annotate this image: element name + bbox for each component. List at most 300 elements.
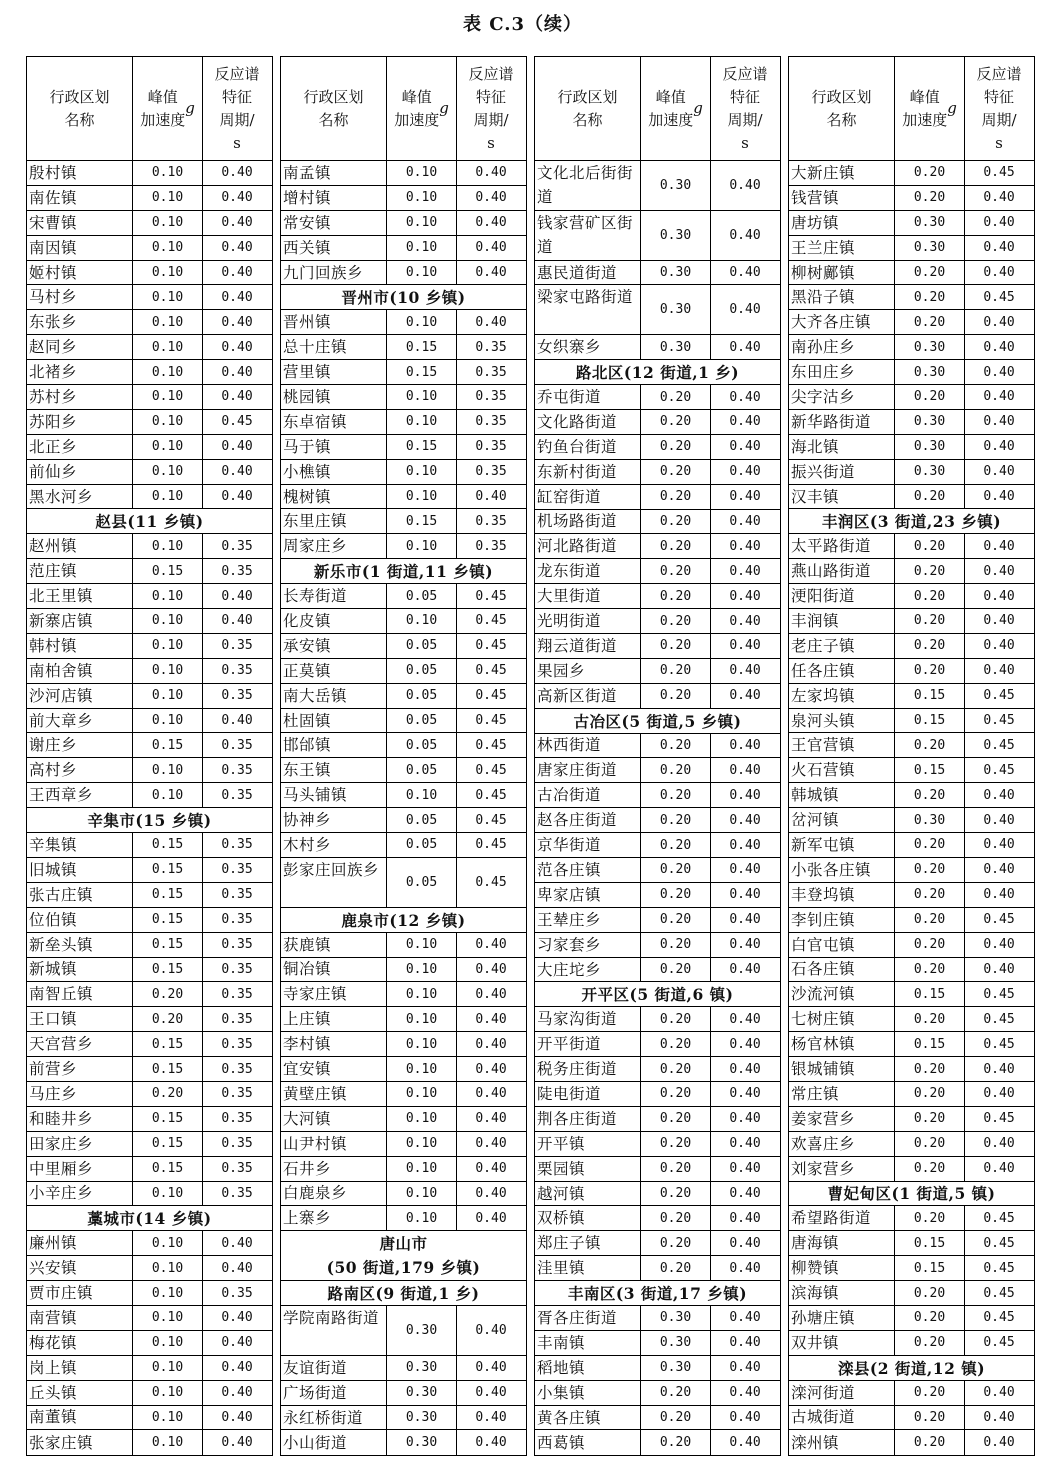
table-row bbox=[535, 485, 780, 510]
peak-acceleration-value: 0.10 bbox=[133, 534, 203, 558]
characteristic-period-value: 0.35 bbox=[221, 986, 253, 1002]
region-name: 铜冶镇 bbox=[281, 958, 387, 982]
characteristic-period-value: 0.40 bbox=[221, 1235, 253, 1251]
region-name: 胥各庄街道 bbox=[535, 1306, 641, 1330]
characteristic-period-value: 0.40 bbox=[475, 1086, 507, 1102]
region-name: 王官营镇 bbox=[789, 733, 895, 757]
characteristic-period-value: 0.35 bbox=[221, 961, 253, 977]
characteristic-period-value: 0.40 bbox=[221, 1385, 253, 1401]
characteristic-period-value: 0.40 bbox=[475, 1410, 507, 1426]
characteristic-period-value: 0.40 bbox=[983, 862, 1015, 878]
region-name: 南大岳镇 bbox=[281, 684, 387, 708]
region-name: 岗上镇 bbox=[27, 1356, 133, 1380]
characteristic-period-value: 0.35 bbox=[475, 364, 507, 380]
table-row bbox=[789, 236, 1034, 261]
table-row bbox=[281, 758, 526, 783]
table-row bbox=[27, 733, 272, 758]
characteristic-period-value: 0.40 bbox=[729, 961, 761, 977]
table-row bbox=[281, 1032, 526, 1057]
table-row bbox=[27, 758, 272, 783]
section-title: 曹妃甸区(1 街道,5 镇) bbox=[827, 1184, 996, 1204]
table-row bbox=[281, 659, 526, 684]
table-row bbox=[27, 360, 272, 385]
table-row bbox=[281, 1406, 526, 1431]
region-name: 荆各庄街道 bbox=[535, 1107, 641, 1131]
characteristic-period-value: 0.35 bbox=[221, 563, 253, 579]
region-name: 长寿街道 bbox=[281, 584, 387, 608]
characteristic-period-value: 0.40 bbox=[475, 1111, 507, 1127]
peak-acceleration-value: 0.20 bbox=[641, 858, 711, 882]
region-name: 白官屯镇 bbox=[789, 933, 895, 957]
region-name: 殷村镇 bbox=[27, 161, 133, 185]
characteristic-period-value: 0.45 bbox=[983, 713, 1015, 729]
table-row bbox=[535, 161, 780, 211]
table-row bbox=[27, 1157, 272, 1182]
section-header bbox=[281, 908, 526, 933]
peak-acceleration-value: 0.15 bbox=[133, 908, 203, 932]
peak-acceleration-value: 0.05 bbox=[387, 684, 457, 708]
table-row bbox=[535, 1430, 780, 1455]
region-name: 南因镇 bbox=[27, 236, 133, 260]
table-row bbox=[535, 534, 780, 559]
table-row bbox=[535, 510, 780, 535]
characteristic-period-value: 0.45 bbox=[983, 289, 1015, 305]
header-pga-unit: g bbox=[185, 99, 195, 117]
peak-acceleration-value: 0.20 bbox=[641, 958, 711, 982]
peak-acceleration-value: 0.10 bbox=[133, 709, 203, 733]
region-name: 和睦井乡 bbox=[27, 1107, 133, 1131]
characteristic-period-value: 0.40 bbox=[221, 713, 253, 729]
characteristic-period-value: 0.40 bbox=[221, 439, 253, 455]
characteristic-period-value: 0.40 bbox=[221, 289, 253, 305]
region-name: 新垒头镇 bbox=[27, 933, 133, 957]
peak-acceleration-value: 0.20 bbox=[895, 485, 965, 509]
peak-acceleration-value: 0.10 bbox=[387, 1082, 457, 1106]
table-row bbox=[281, 335, 526, 360]
characteristic-period-value: 0.40 bbox=[729, 538, 761, 554]
peak-acceleration-value: 0.10 bbox=[133, 659, 203, 683]
characteristic-period-value: 0.45 bbox=[475, 837, 507, 853]
characteristic-period-value: 0.35 bbox=[221, 688, 253, 704]
table-row bbox=[789, 584, 1034, 609]
peak-acceleration-value: 0.20 bbox=[895, 1206, 965, 1230]
characteristic-period-value: 0.40 bbox=[221, 588, 253, 604]
region-name: 任各庄镇 bbox=[789, 659, 895, 683]
region-name: 火石营镇 bbox=[789, 758, 895, 782]
characteristic-period-value: 0.40 bbox=[729, 227, 761, 243]
region-name: 石各庄镇 bbox=[789, 958, 895, 982]
characteristic-period-value: 0.45 bbox=[475, 713, 507, 729]
table-row bbox=[281, 435, 526, 460]
characteristic-period-value: 0.40 bbox=[475, 1385, 507, 1401]
region-name: 洼里镇 bbox=[535, 1256, 641, 1280]
region-name: 东张乡 bbox=[27, 310, 133, 334]
region-name: 石井乡 bbox=[281, 1157, 387, 1181]
region-name: 赵各庄街道 bbox=[535, 808, 641, 832]
region-name: 东王镇 bbox=[281, 758, 387, 782]
table-row bbox=[535, 958, 780, 983]
characteristic-period-value: 0.35 bbox=[475, 464, 507, 480]
characteristic-period-value: 0.35 bbox=[221, 1161, 253, 1177]
characteristic-period-value: 0.40 bbox=[983, 489, 1015, 505]
peak-acceleration-value: 0.10 bbox=[133, 758, 203, 782]
characteristic-period-value: 0.45 bbox=[221, 414, 253, 430]
region-name: 大里街道 bbox=[535, 584, 641, 608]
section-header bbox=[281, 285, 526, 310]
table-row bbox=[535, 1256, 780, 1281]
table-body bbox=[27, 161, 272, 1455]
table-row bbox=[27, 1082, 272, 1107]
region-name: 桃园镇 bbox=[281, 385, 387, 409]
region-name: 谢庄乡 bbox=[27, 733, 133, 757]
section-title: 藁城市(14 乡镇) bbox=[87, 1209, 212, 1229]
table-row bbox=[281, 460, 526, 485]
region-name: 李村镇 bbox=[281, 1032, 387, 1056]
characteristic-period-value: 0.40 bbox=[729, 1011, 761, 1027]
characteristic-period-value: 0.35 bbox=[221, 887, 253, 903]
characteristic-period-value: 0.40 bbox=[475, 961, 507, 977]
characteristic-period-value: 0.40 bbox=[729, 887, 761, 903]
region-name: 兴安镇 bbox=[27, 1256, 133, 1280]
table-row bbox=[27, 534, 272, 559]
peak-acceleration-value: 0.30 bbox=[387, 1430, 457, 1455]
table-row bbox=[789, 385, 1034, 410]
table-row bbox=[27, 1430, 272, 1455]
table-column bbox=[788, 56, 1035, 1456]
table-row bbox=[789, 559, 1034, 584]
table-row bbox=[535, 211, 780, 261]
characteristic-period-value: 0.40 bbox=[983, 339, 1015, 355]
region-name: 大新庄镇 bbox=[789, 161, 895, 185]
characteristic-period-value: 0.40 bbox=[729, 414, 761, 430]
peak-acceleration-value: 0.20 bbox=[895, 559, 965, 583]
characteristic-period-value: 0.45 bbox=[475, 874, 507, 890]
peak-acceleration-value: 0.10 bbox=[387, 186, 457, 210]
peak-acceleration-value: 0.10 bbox=[133, 335, 203, 359]
peak-acceleration-value: 0.30 bbox=[895, 460, 965, 484]
characteristic-period-value: 0.40 bbox=[983, 1435, 1015, 1451]
peak-acceleration-value: 0.20 bbox=[895, 933, 965, 957]
region-name: 张家庄镇 bbox=[27, 1430, 133, 1455]
table-row bbox=[789, 335, 1034, 360]
region-name: 常安镇 bbox=[281, 211, 387, 235]
region-name: 宋曹镇 bbox=[27, 211, 133, 235]
peak-acceleration-value: 0.15 bbox=[133, 858, 203, 882]
table-header bbox=[789, 57, 1034, 161]
peak-acceleration-value: 0.20 bbox=[895, 1430, 965, 1455]
region-name: 化皮镇 bbox=[281, 609, 387, 633]
table-row bbox=[789, 634, 1034, 659]
characteristic-period-value: 0.40 bbox=[729, 389, 761, 405]
region-name: 滦州镇 bbox=[789, 1430, 895, 1455]
characteristic-period-value: 0.40 bbox=[475, 265, 507, 280]
characteristic-period-value: 0.35 bbox=[221, 1061, 253, 1077]
table-row bbox=[27, 1256, 272, 1281]
characteristic-period-value: 0.40 bbox=[983, 1061, 1015, 1077]
peak-acceleration-value: 0.20 bbox=[895, 733, 965, 757]
characteristic-period-value: 0.40 bbox=[983, 937, 1015, 953]
characteristic-period-value: 0.40 bbox=[475, 1011, 507, 1027]
peak-acceleration-value: 0.15 bbox=[895, 709, 965, 733]
table-row bbox=[27, 958, 272, 983]
table-row bbox=[535, 385, 780, 410]
region-name: 马庄乡 bbox=[27, 1082, 133, 1106]
region-name: 前大章乡 bbox=[27, 709, 133, 733]
region-name: 东新村街道 bbox=[535, 460, 641, 484]
characteristic-period-value: 0.40 bbox=[729, 1235, 761, 1251]
region-name: 燕山路街道 bbox=[789, 559, 895, 583]
table-row bbox=[535, 460, 780, 485]
characteristic-period-value: 0.35 bbox=[475, 513, 507, 529]
characteristic-period-value: 0.40 bbox=[475, 1435, 507, 1451]
table-row bbox=[27, 485, 272, 510]
section-title: 滦县(2 街道,12 镇) bbox=[837, 1358, 986, 1378]
table-row bbox=[789, 709, 1034, 734]
region-name: 丰润镇 bbox=[789, 609, 895, 633]
peak-acceleration-value: 0.10 bbox=[133, 609, 203, 633]
characteristic-period-value: 0.40 bbox=[729, 265, 761, 281]
table-row bbox=[27, 883, 272, 908]
header-peak-acceleration: 峰值 加速度 g bbox=[133, 57, 203, 160]
region-name: 南董镇 bbox=[27, 1406, 133, 1430]
region-name: 丰南镇 bbox=[535, 1331, 641, 1355]
characteristic-period-value: 0.40 bbox=[729, 588, 761, 604]
characteristic-period-value: 0.40 bbox=[729, 339, 761, 355]
table-row bbox=[27, 335, 272, 360]
table-row bbox=[535, 808, 780, 833]
characteristic-period-value: 0.40 bbox=[221, 190, 253, 206]
peak-acceleration-value: 0.15 bbox=[387, 335, 457, 359]
table-row bbox=[281, 186, 526, 211]
table-row bbox=[535, 833, 780, 858]
peak-acceleration-value: 0.30 bbox=[387, 1406, 457, 1430]
region-name: 光明街道 bbox=[535, 609, 641, 633]
peak-acceleration-value: 0.20 bbox=[133, 982, 203, 1006]
table-row bbox=[281, 1182, 526, 1207]
region-name: 宜安镇 bbox=[281, 1057, 387, 1081]
peak-acceleration-value: 0.10 bbox=[133, 1430, 203, 1455]
characteristic-period-value: 0.35 bbox=[221, 837, 253, 853]
region-name: 姬村镇 bbox=[27, 261, 133, 285]
region-name: 马家沟街道 bbox=[535, 1007, 641, 1031]
region-name: 银城铺镇 bbox=[789, 1057, 895, 1081]
table-body bbox=[281, 161, 526, 1455]
region-name: 岔河镇 bbox=[789, 808, 895, 832]
region-name: 柳树鄺镇 bbox=[789, 261, 895, 285]
region-name: 杨官林镇 bbox=[789, 1032, 895, 1056]
table-row bbox=[535, 1406, 780, 1431]
characteristic-period-value: 0.35 bbox=[475, 389, 507, 405]
peak-acceleration-value: 0.20 bbox=[641, 1381, 711, 1405]
region-name: 新城镇 bbox=[27, 958, 133, 982]
peak-acceleration-value: 0.30 bbox=[641, 1306, 711, 1330]
region-name: 柳赞镇 bbox=[789, 1256, 895, 1280]
peak-acceleration-value: 0.20 bbox=[641, 584, 711, 608]
region-name: 南孟镇 bbox=[281, 161, 387, 185]
peak-acceleration-value: 0.10 bbox=[133, 161, 203, 185]
region-name: 正莫镇 bbox=[281, 659, 387, 683]
region-name: 沙河店镇 bbox=[27, 684, 133, 708]
table-row bbox=[27, 310, 272, 335]
peak-acceleration-value: 0.20 bbox=[895, 858, 965, 882]
characteristic-period-value: 0.35 bbox=[221, 1011, 253, 1027]
table-row bbox=[789, 186, 1034, 211]
peak-acceleration-value: 0.20 bbox=[895, 310, 965, 334]
table-row bbox=[535, 435, 780, 460]
characteristic-period-value: 0.40 bbox=[729, 177, 761, 193]
peak-acceleration-value: 0.20 bbox=[895, 1306, 965, 1330]
table-row bbox=[789, 609, 1034, 634]
table-row bbox=[789, 1406, 1034, 1431]
peak-acceleration-value: 0.20 bbox=[895, 161, 965, 185]
peak-acceleration-value: 0.15 bbox=[387, 360, 457, 384]
header-characteristic-period: 反应谱 特征 周期/ s bbox=[468, 64, 514, 152]
characteristic-period-value: 0.40 bbox=[729, 302, 761, 318]
characteristic-period-value: 0.35 bbox=[221, 538, 253, 554]
table-row bbox=[27, 186, 272, 211]
characteristic-period-value: 0.40 bbox=[729, 1136, 761, 1152]
table-row bbox=[281, 161, 526, 186]
table-row bbox=[27, 833, 272, 858]
characteristic-period-value: 0.40 bbox=[983, 190, 1015, 206]
peak-acceleration-value: 0.20 bbox=[895, 1157, 965, 1181]
table-row bbox=[789, 285, 1034, 310]
characteristic-period-value: 0.45 bbox=[983, 1260, 1015, 1276]
characteristic-period-value: 0.45 bbox=[475, 613, 507, 629]
section-header bbox=[535, 709, 780, 734]
header-name: 行政区划 名称 bbox=[789, 57, 895, 160]
peak-acceleration-value: 0.30 bbox=[387, 1381, 457, 1405]
section-header bbox=[535, 360, 780, 385]
region-name: 唐家庄街道 bbox=[535, 758, 641, 782]
peak-acceleration-value: 0.20 bbox=[641, 1007, 711, 1031]
characteristic-period-value: 0.45 bbox=[475, 787, 507, 803]
characteristic-period-value: 0.40 bbox=[475, 489, 507, 505]
region-name: 木村乡 bbox=[281, 833, 387, 857]
peak-acceleration-value: 0.20 bbox=[641, 410, 711, 434]
region-name: 翔云道街道 bbox=[535, 634, 641, 658]
characteristic-period-value: 0.40 bbox=[475, 165, 507, 181]
peak-acceleration-value: 0.20 bbox=[895, 833, 965, 857]
characteristic-period-value: 0.45 bbox=[983, 737, 1015, 753]
peak-acceleration-value: 0.20 bbox=[895, 1057, 965, 1081]
peak-acceleration-value: 0.05 bbox=[387, 659, 457, 683]
peak-acceleration-value: 0.10 bbox=[387, 1206, 457, 1230]
peak-acceleration-value: 0.10 bbox=[133, 310, 203, 334]
characteristic-period-value: 0.40 bbox=[983, 588, 1015, 604]
peak-acceleration-value: 0.10 bbox=[387, 958, 457, 982]
peak-acceleration-value: 0.10 bbox=[133, 261, 203, 285]
section-header bbox=[27, 1206, 272, 1231]
region-name: 汉丰镇 bbox=[789, 485, 895, 509]
characteristic-period-value: 0.40 bbox=[983, 563, 1015, 579]
region-name: 北王里镇 bbox=[27, 584, 133, 608]
region-name: 苏阳乡 bbox=[27, 410, 133, 434]
region-name: 梅花镇 bbox=[27, 1331, 133, 1355]
region-name: 辛集镇 bbox=[27, 833, 133, 857]
table-row bbox=[27, 1381, 272, 1406]
region-name: 总十庄镇 bbox=[281, 335, 387, 359]
characteristic-period-value: 0.40 bbox=[221, 339, 253, 355]
peak-acceleration-value: 0.15 bbox=[133, 958, 203, 982]
section-title: 开平区(5 街道,6 镇) bbox=[581, 985, 734, 1005]
peak-acceleration-value: 0.30 bbox=[387, 1356, 457, 1380]
table-row bbox=[281, 1082, 526, 1107]
table-row bbox=[535, 1107, 780, 1132]
characteristic-period-value: 0.40 bbox=[983, 1086, 1015, 1102]
characteristic-period-value: 0.45 bbox=[983, 1285, 1015, 1301]
peak-acceleration-value: 0.30 bbox=[387, 1306, 457, 1355]
table-row bbox=[789, 883, 1034, 908]
peak-acceleration-value: 0.15 bbox=[133, 933, 203, 957]
region-name: 高新区街道 bbox=[535, 684, 641, 708]
region-name: 寺家庄镇 bbox=[281, 982, 387, 1006]
peak-acceleration-value: 0.20 bbox=[641, 1231, 711, 1255]
peak-acceleration-value: 0.20 bbox=[641, 1132, 711, 1156]
table-row bbox=[281, 1381, 526, 1406]
table-row bbox=[789, 758, 1034, 783]
characteristic-period-value: 0.40 bbox=[983, 837, 1015, 853]
table-row bbox=[281, 1206, 526, 1231]
characteristic-period-value: 0.45 bbox=[983, 165, 1015, 181]
table-row bbox=[27, 1132, 272, 1157]
characteristic-period-value: 0.35 bbox=[221, 737, 253, 753]
peak-acceleration-value: 0.30 bbox=[641, 211, 711, 260]
characteristic-period-value: 0.35 bbox=[221, 1136, 253, 1152]
region-name: 大庄坨乡 bbox=[535, 958, 641, 982]
region-name: 稻地镇 bbox=[535, 1356, 641, 1380]
section-title: 丰润区(3 街道,23 乡镇) bbox=[821, 512, 1002, 532]
peak-acceleration-value: 0.20 bbox=[641, 1182, 711, 1206]
table-row bbox=[789, 1231, 1034, 1256]
characteristic-period-value: 0.35 bbox=[221, 787, 253, 803]
characteristic-period-value: 0.40 bbox=[729, 613, 761, 629]
table-row bbox=[281, 709, 526, 734]
region-name: 西葛镇 bbox=[535, 1430, 641, 1455]
table-row bbox=[281, 485, 526, 510]
table-row bbox=[27, 1406, 272, 1431]
region-name: 北正乡 bbox=[27, 435, 133, 459]
characteristic-period-value: 0.45 bbox=[983, 986, 1015, 1002]
peak-acceleration-value: 0.30 bbox=[895, 360, 965, 384]
characteristic-period-value: 0.45 bbox=[475, 688, 507, 704]
peak-acceleration-value: 0.20 bbox=[895, 958, 965, 982]
table-row bbox=[789, 360, 1034, 385]
region-name: 梁家屯路街道 bbox=[535, 285, 641, 334]
peak-acceleration-value: 0.15 bbox=[895, 1032, 965, 1056]
table-row bbox=[281, 236, 526, 261]
region-name: 营里镇 bbox=[281, 360, 387, 384]
table-row bbox=[789, 933, 1034, 958]
table-row bbox=[535, 410, 780, 435]
characteristic-period-value: 0.45 bbox=[475, 762, 507, 778]
section-header bbox=[789, 1356, 1034, 1381]
region-name: 大河镇 bbox=[281, 1107, 387, 1131]
characteristic-period-value: 0.40 bbox=[729, 638, 761, 654]
table-row bbox=[281, 609, 526, 634]
table-row bbox=[281, 634, 526, 659]
peak-acceleration-value: 0.10 bbox=[133, 1356, 203, 1380]
region-name: 惠民道街道 bbox=[535, 261, 641, 285]
region-name: 唐坊镇 bbox=[789, 211, 895, 235]
region-name: 文化路街道 bbox=[535, 410, 641, 434]
peak-acceleration-value: 0.20 bbox=[895, 1406, 965, 1430]
table-row bbox=[535, 584, 780, 609]
peak-acceleration-value: 0.20 bbox=[895, 1381, 965, 1405]
header-characteristic-period: 反应谱 特征 周期/ s bbox=[214, 64, 260, 152]
table-row bbox=[535, 1182, 780, 1207]
characteristic-period-value: 0.45 bbox=[983, 1210, 1015, 1226]
